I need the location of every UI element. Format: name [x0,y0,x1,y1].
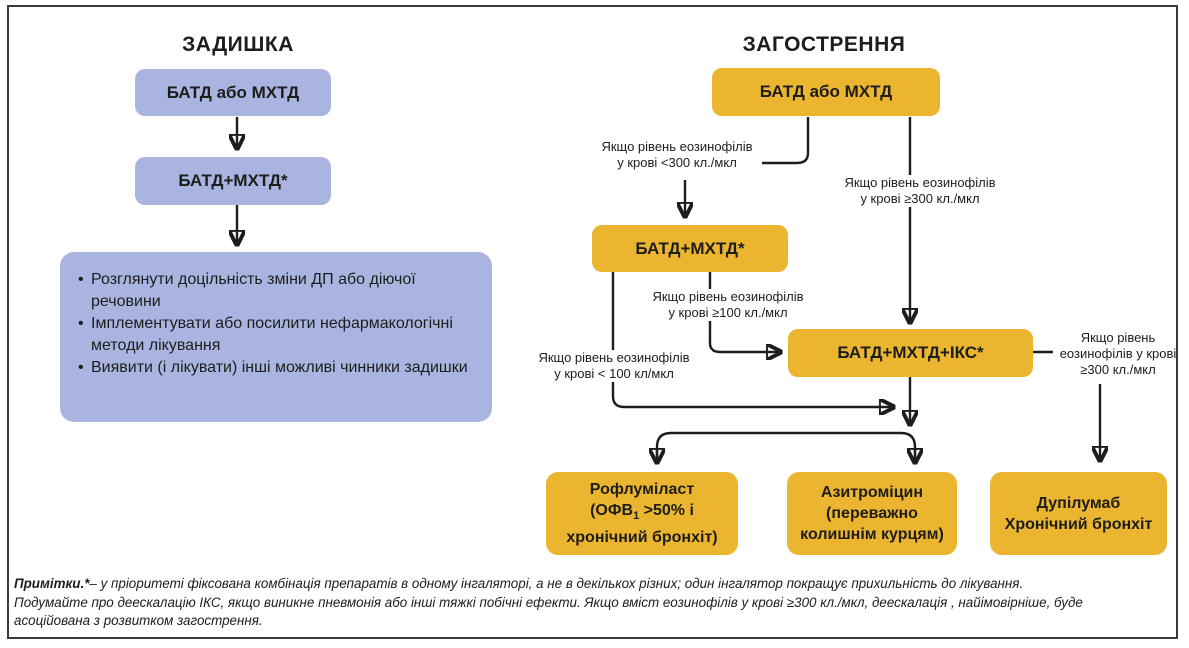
dyspnea-title: ЗАДИШКА [182,33,294,56]
roflumilast-text [566,479,717,548]
condition-line: Якщо рівень еозинофілів [652,289,804,304]
footnote-line-2: Подумайте про деескалацію ІКС, якщо виникне пневмонія або інші тяжкі побічні ефекти. Якщо вміст еозинофілів у крові ≥300 кл./мкл, деескалація , найімовірніше, буде [14,594,1083,610]
drug-criteria: >50% і [639,502,694,519]
subscript: 1 [633,510,640,522]
drug-name: Дупілумаб [1036,494,1121,512]
drug-criteria: Хронічний бронхіт [1004,515,1153,533]
drug-criteria: (ОФВ [590,502,634,519]
condition-line: у крові ≥100 кл./мкл [668,305,788,320]
dupilumab-text [1005,493,1153,535]
condition-line: Якщо рівень еозинофілів [601,139,753,154]
condition-line: Якщо рівень еозинофілів [844,175,996,190]
exac-box-batd-mhtd-iks: БАТД+МХТД+ІКС* [788,329,1033,377]
recommendation-item: • Виявити (і лікувати) інші можливі чинники задишки [74,357,478,379]
dyspnea-box-batd-plus-mhtd: БАТД+МХТД* [135,157,331,205]
footnote-line-3: асоційована з розвитком загострення. [14,613,263,628]
condition-line: у крові <300 кл./мкл [617,155,737,170]
split-line [657,433,915,462]
exacerbation-title: ЗАГОСТРЕННЯ [742,33,906,56]
condition-label-lt100 [516,350,712,382]
condition-label-ge300-top [822,175,1018,207]
dyspnea-box-batd-or-mhtd: БАТД або МХТД [135,69,331,116]
condition-label-ge300-right [1047,330,1189,378]
drug-box-roflumilast [546,472,738,555]
drug-name: Азитроміцин [820,484,924,501]
dyspnea-recommendations-box [60,252,492,422]
footnotes-label: Примітки.* [14,576,90,591]
footnotes [14,575,1174,631]
condition-line: Якщо рівень [1080,330,1156,345]
drug-criteria: колишнім курцям) [800,526,944,543]
exac-box-batd-plus-mhtd: БАТД+МХТД* [592,225,788,272]
drug-box-azithromycin [787,472,957,555]
drug-criteria: хронічний бронхіт) [566,529,718,546]
footnote-line-1: – у пріоритеті фіксована комбінація препаратів в одному інгаляторі, а не в декількох різних; один інгалятор покращує прихильність до лікування. [89,576,1024,591]
recommendation-item: • Імплементувати або посилити нефармакологічні методи лікування [74,313,478,357]
condition-line: еозинофілів у крові [1059,346,1177,361]
condition-line: у крові < 100 кл/мкл [554,366,674,381]
condition-label-ge100 [630,289,826,321]
drug-box-dupilumab [990,472,1167,555]
condition-line: ≥300 кл./мкл [1080,362,1156,377]
condition-line: Якщо рівень еозинофілів [538,350,690,365]
recommendation-item: • Розглянути доцільність зміни ДП або діючої речовини [74,269,478,313]
exac-box-batd-or-mhtd: БАТД або МХТД [712,68,940,116]
dyspnea-recommendations-list [60,252,492,393]
condition-line: у крові ≥300 кл./мкл [860,191,980,206]
drug-criteria: (переважно [826,505,918,522]
drug-name: Рофлуміласт [589,481,695,498]
azithromycin-text [800,482,944,545]
condition-label-lt300 [577,139,777,171]
